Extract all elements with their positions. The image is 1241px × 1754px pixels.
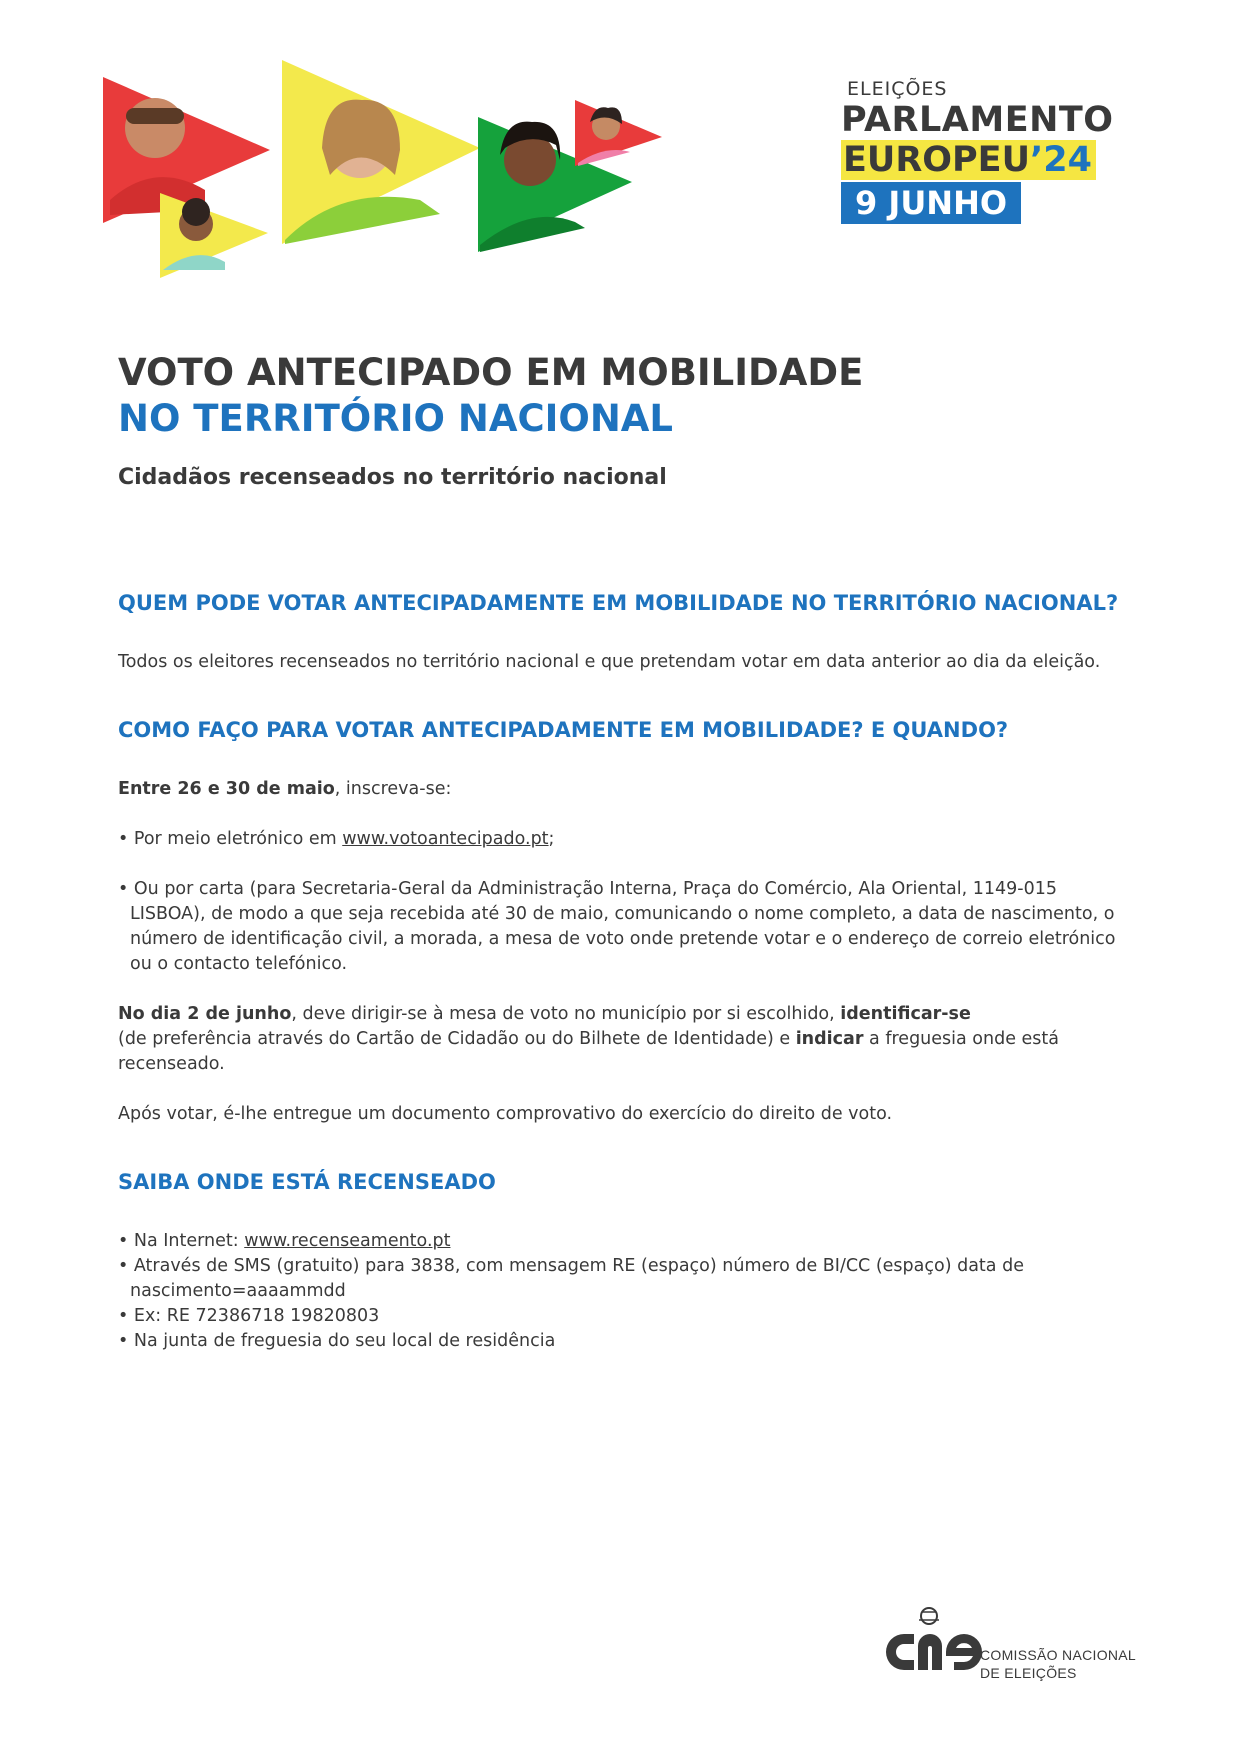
- cne-emblem-icon: [919, 1608, 939, 1624]
- section2-bullet1-prefix: • Por meio eletrónico em: [118, 829, 343, 849]
- section2-bullet-online: [118, 827, 1128, 852]
- section2-day-mid: , deve dirigir-se à mesa de voto no município por si escolhido,: [291, 1004, 841, 1024]
- logo-line2-text: EUROPEU: [843, 140, 1031, 180]
- portrait-triangle-red: [103, 77, 270, 223]
- section3-bullet-junta: • Na junta de freguesia do seu local de residência: [118, 1331, 556, 1351]
- page-subtitle: Cidadãos recenseados no território nacional: [118, 465, 667, 490]
- page-title-line2: NO TERRITÓRIO NACIONAL: [118, 397, 673, 440]
- section1-body: Todos os eleitores recenseados no território nacional e que pretendam votar em data anterior ao dia da eleição.: [118, 652, 1101, 672]
- logo-line2: [841, 140, 1096, 180]
- section3-list: [118, 1229, 1128, 1354]
- cne-name-line2: DE ELEIÇÕES: [980, 1665, 1077, 1681]
- section2-after-vote: Após votar, é-lhe entregue um documento comprovativo do exercício do direito de voto.: [118, 1104, 893, 1124]
- cne-name-line1: COMISSÃO NACIONAL: [980, 1647, 1137, 1663]
- cne-name: [980, 1646, 1136, 1682]
- section2-day-mid2: (de preferência através do Cartão de Cidadão ou do Bilhete de Identidade) e: [118, 1029, 796, 1049]
- portrait-triangle-red-small: [575, 100, 662, 166]
- section2-day-paragraph: [118, 1002, 1128, 1077]
- cne-letters-icon: [886, 1634, 982, 1670]
- logo-year: ’24: [1030, 140, 1093, 180]
- logo-line1: PARLAMENTO: [841, 100, 1114, 140]
- section2-bullet-letter: • Ou por carta (para Secretaria-Geral da Administração Interna, Praça do Comércio, Ala Oriental, 1149-015 LISBOA), de modo a que seja recebida até 30 de maio, comunicando o nome completo, a data de nascimento, o número de identificação civil, a morada, a mesa de voto onde pretende votar e o endereço de correio eletrónico ou o contacto telefónico.: [118, 879, 1116, 974]
- section2-intro-bold: Entre 26 e 30 de maio: [118, 779, 335, 799]
- recenseamento-link[interactable]: www.recenseamento.pt: [244, 1231, 451, 1251]
- section2-day-bold2: identificar-se: [840, 1004, 971, 1024]
- section3-bullet-internet: [118, 1229, 1128, 1254]
- portrait-triangle-yellow-small: [160, 193, 268, 278]
- section3-bullet-example: • Ex: RE 72386718 19820803: [118, 1306, 380, 1326]
- section2-intro: [118, 777, 1128, 802]
- portrait-triangle-yellow-large: [282, 60, 480, 244]
- section3-heading: SAIBA ONDE ESTÁ RECENSEADO: [118, 1170, 496, 1194]
- header-banner-graphic: [0, 0, 720, 300]
- votoantecipado-link[interactable]: www.votoantecipado.pt: [342, 829, 549, 849]
- main-content: [118, 350, 1128, 1354]
- section2-intro-rest: , inscreva-se:: [334, 779, 452, 799]
- section2-day-bold: No dia 2 de junho: [118, 1004, 292, 1024]
- section2-bullet1-suffix: ;: [548, 829, 555, 849]
- election-logo: [841, 78, 1114, 224]
- section3-bullet1-prefix: • Na Internet:: [118, 1231, 245, 1251]
- page-title-line1: VOTO ANTECIPADO EM MOBILIDADE: [118, 351, 864, 394]
- section3-bullet-sms: • Através de SMS (gratuito) para 3838, com mensagem RE (espaço) número de BI/CC (espaço) data de nascimento=aaaammdd: [118, 1256, 1024, 1301]
- section2-day-end: a freguesia onde está recenseado.: [118, 1029, 1060, 1074]
- section1-heading: QUEM PODE VOTAR ANTECIPADAMENTE EM MOBILIDADE NO TERRITÓRIO NACIONAL?: [118, 591, 1119, 615]
- section2-heading: COMO FAÇO PARA VOTAR ANTECIPADAMENTE EM MOBILIDADE? E QUANDO?: [118, 718, 1009, 742]
- logo-kicker: ELEIÇÕES: [847, 78, 948, 100]
- logo-date: 9 JUNHO: [841, 182, 1021, 224]
- section2-day-bold3: indicar: [795, 1029, 864, 1049]
